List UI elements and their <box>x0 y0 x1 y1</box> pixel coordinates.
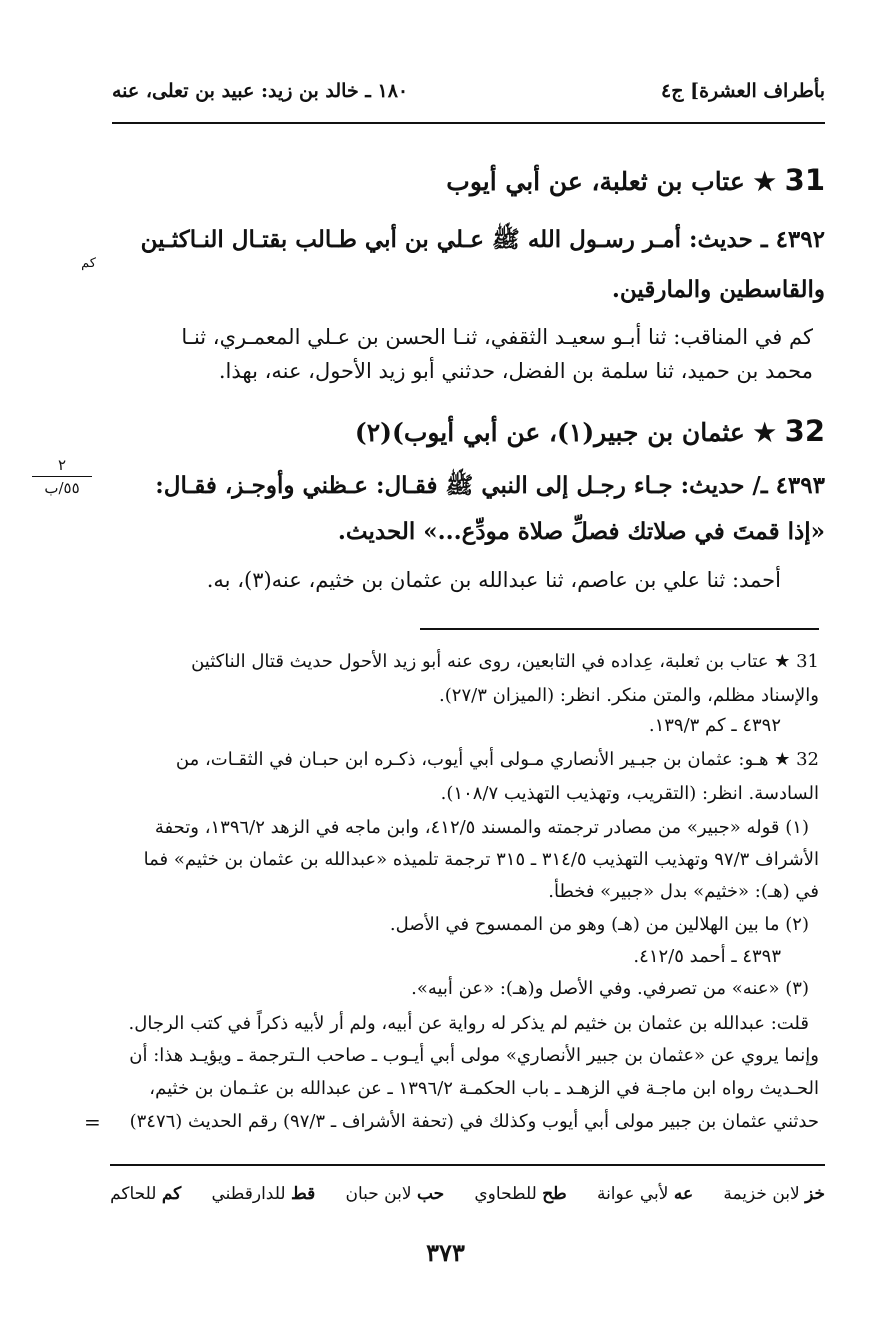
running-header-chapter: ١٨٠ ـ خالد بن زيد: عبيد بن تعلى، عنه <box>112 80 409 102</box>
margin-note-bar <box>32 476 92 477</box>
footnote-line: 31 ★ عتاب بن ثعلبة، عِداده في التابعين، روى عنه أبو زيد الأحول حديث قتال الناكثين <box>191 651 819 672</box>
footnote-line: السادسة. انظر: (التقريب، وتهذيب التهذيب ١٠٨/٧). <box>440 783 819 804</box>
hadith-4393-line2: «إذا قمتَ في صلاتك فصلِّ صلاة مودِّع...» الحديث. <box>337 518 825 545</box>
margin-folio-note <box>30 456 94 497</box>
star-icon: ★ <box>753 167 776 196</box>
entry-number: 31 <box>784 163 825 197</box>
sigla-item: حب لابن حبان <box>345 1184 445 1204</box>
margin-note-bottom: ٥٥/ب <box>44 479 80 497</box>
margin-note-top: ٢ <box>57 456 67 474</box>
entry-title-text: عثمان بن جبير(١)، عن أبي أيوب)(٢) <box>354 418 745 447</box>
source-4392-line1: كم في المناقب: ثنا أبـو سعيـد الثقفي، ثنـا الحسن بن عـلي المعمـري، ثنـا <box>181 325 813 349</box>
star-icon: ★ <box>753 418 776 447</box>
sigla-item: قط للدارقطني <box>211 1184 316 1204</box>
source-4393-line1: أحمد: ثنا علي بن عاصم، ثنا عبدالله بن عثمان بن خثيم، عنه(٣)، به. <box>206 568 781 592</box>
entry-31-title <box>446 163 825 197</box>
footnote-line: (١) قوله «جبير» من مصادر ترجمته والمسند ٤١٢/٥، وابن ماجه في الزهد ١٣٩٦/٢، وتحفة <box>154 817 809 838</box>
footnote-line: وإنما يروي عن «عثمان بن جبير الأنصاري» مولى أبي أيـوب ـ صاحب الـترجمة ـ ويؤيـد هذا: أن <box>129 1045 819 1066</box>
footnote-line: في (هـ): «خثيم» بدل «جبير» فخطأ. <box>548 881 819 902</box>
header-rule <box>112 122 825 124</box>
page-number: ٣٧٣ <box>426 1238 465 1267</box>
footnote-line: قلت: عبدالله بن عثمان بن خثيم لم يذكر له رواية عن أبيه، ولم أر لأبيه ذكراً في كتب الرجال. <box>128 1013 809 1034</box>
footnote-rule <box>420 628 819 630</box>
sigla-item: عه لأبي عوانة <box>596 1184 694 1204</box>
hadith-source-mark: كم <box>81 256 96 271</box>
sigla-legend <box>110 1184 825 1204</box>
hadith-4392-line1: ٤٣٩٢ ـ حديث: أمـر رسـول الله ﷺ عـلي بن أبي طـالب بقتـال النـاكثـين <box>140 226 825 253</box>
sigla-item: خز لابن خزيمة <box>723 1184 825 1204</box>
footnote-line: والإسناد مظلم، والمتن منكر. انظر: (الميزان ٢٧/٣). <box>439 685 819 706</box>
footnote-line: ٤٣٩٣ ـ أحمد ٤١٢/٥. <box>633 946 781 967</box>
footnote-line: ٤٣٩٢ ـ كم ١٣٩/٣. <box>648 715 781 736</box>
sigla-item: كم للحاكم <box>110 1184 182 1204</box>
footnote-line: (٣) «عنه» من تصرفي. وفي الأصل و(هـ): «عن أبيه». <box>411 978 809 999</box>
footnote-line: حدثني عثمان بن جبير مولى أبي أيوب وكذلك في (تحفة الأشراف ـ ٩٧/٣) رقم الحديث (٣٤٧٦) <box>129 1111 819 1132</box>
entry-32-title <box>355 414 825 448</box>
sigla-item: طح للطحاوي <box>474 1184 567 1204</box>
footnote-line: الحـديث رواه ابن ماجـة في الزهـد ـ باب الحكمـة ١٣٩٦/٢ ـ عن عبدالله بن عثـمان بن خثيم، <box>149 1078 819 1099</box>
footnote-line: الأشراف ٩٧/٣ وتهذيب التهذيب ٣١٤/٥ ـ ٣١٥ ترجمة تلميذه «عبدالله بن عثمان بن خثيم» فما <box>143 849 819 870</box>
running-header-volume: بأطراف العشرة] ج٤ <box>661 80 825 102</box>
entry-title-text: عتاب بن ثعلبة، عن أبي أيوب <box>446 167 745 196</box>
entry-number: 32 <box>784 414 825 448</box>
hadith-4393-line1: ٤٣٩٣ ـ/ حديث: جـاء رجـل إلى النبي ﷺ فقـال: عـظني وأوجـز، فقـال: <box>155 472 825 499</box>
hadith-4392-line2: والقاسطين والمارقين. <box>611 276 825 303</box>
sigla-rule <box>110 1164 825 1166</box>
source-4392-line2: محمد بن حميد، ثنا سلمة بن الفضل، حدثني أبو زيد الأحول، عنه، بهذا. <box>218 359 813 383</box>
continuation-mark: = <box>84 1110 101 1134</box>
footnote-line: 32 ★ هـو: عثمان بن جبـير الأنصاري مـولى أبي أيوب، ذكـره ابن حبـان في الثقـات، من <box>175 749 819 770</box>
footnote-line: (٢) ما بين الهلالين من (هـ) وهو من الممسوح في الأصل. <box>389 914 809 935</box>
